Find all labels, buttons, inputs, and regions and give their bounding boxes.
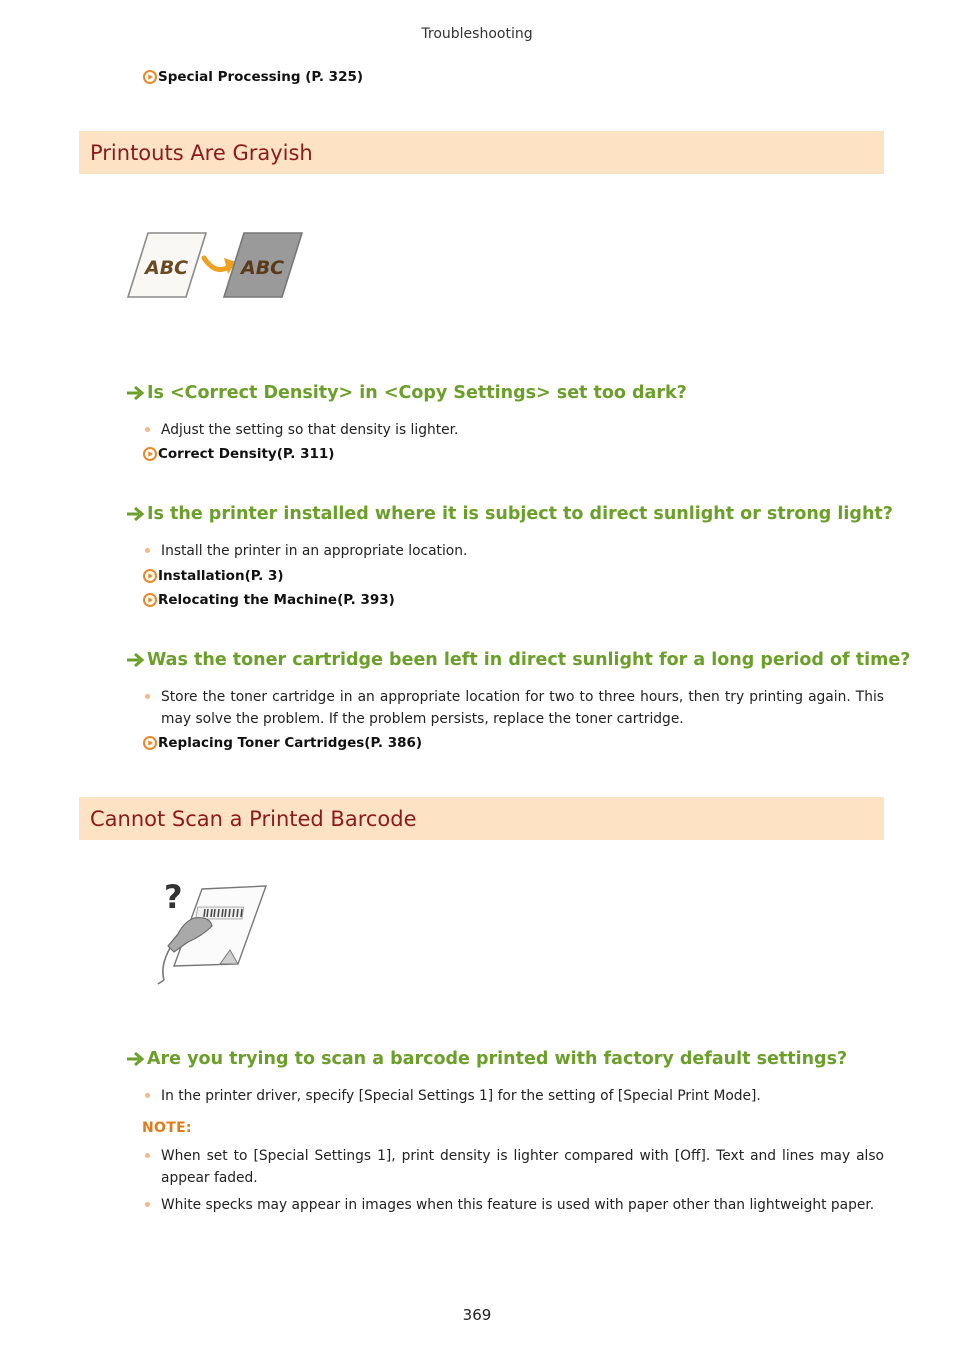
illustration-label-left: ABC — [145, 257, 189, 279]
question-barcode-default-settings — [126, 1049, 847, 1069]
right-arrow-icon — [126, 1051, 145, 1067]
link-label: Replacing Toner Cartridges(P. 386) — [158, 735, 423, 751]
question-toner-sunlight — [126, 650, 910, 670]
link-replacing-toner[interactable] — [143, 735, 422, 751]
circle-play-icon — [143, 736, 157, 750]
barcode-scanner-illustration — [154, 876, 270, 988]
circle-play-icon — [143, 593, 157, 607]
note-label: NOTE: — [142, 1120, 192, 1136]
page-number: 369 — [462, 1306, 492, 1324]
running-header: Troubleshooting — [421, 26, 533, 42]
question-correct-density — [126, 383, 687, 403]
note-bullet-item: When set to [Special Settings 1], print density is lighter compared with [Off]. Text and lines may also appear faded. — [143, 1145, 884, 1189]
section-heading-printouts-grayish — [79, 131, 884, 174]
link-label: Installation(P. 3) — [158, 568, 284, 584]
bullet-item: Install the printer in an appropriate location. — [143, 540, 884, 562]
link-installation[interactable] — [143, 568, 284, 584]
circle-play-icon — [143, 70, 157, 84]
link-label: Relocating the Machine(P. 393) — [158, 592, 395, 608]
circle-play-icon — [143, 447, 157, 461]
question-text: Was the toner cartridge been left in direct sunlight for a long period of time? — [147, 650, 911, 670]
right-arrow-icon — [126, 652, 145, 668]
circle-play-icon — [143, 569, 157, 583]
grayish-printout-illustration — [124, 228, 306, 302]
note-bullet-item: White specks may appear in images when this feature is used with paper other than lightweight paper. — [143, 1194, 884, 1216]
section-title: Printouts Are Grayish — [90, 140, 313, 165]
question-printer-location — [126, 504, 893, 524]
bullet-item: Adjust the setting so that density is lighter. — [143, 419, 884, 441]
right-arrow-icon — [126, 506, 145, 522]
link-relocating-machine[interactable] — [143, 592, 395, 608]
question-text: Are you trying to scan a barcode printed with factory default settings? — [147, 1049, 848, 1069]
link-correct-density[interactable] — [143, 446, 334, 462]
section-title: Cannot Scan a Printed Barcode — [90, 806, 417, 831]
section-heading-cannot-scan-barcode — [79, 797, 884, 840]
illustration-label-right: ABC — [241, 257, 285, 279]
link-label: Special Processing (P. 325) — [158, 69, 364, 85]
barcode-icon — [196, 907, 244, 919]
bullet-item: Store the toner cartridge in an appropriate location for two to three hours, then try printing again. This may solve the problem. If the problem persists, replace the toner cartridge. — [143, 686, 884, 730]
link-special-processing[interactable] — [143, 69, 363, 85]
bullet-item: In the printer driver, specify [Special Settings 1] for the setting of [Special Print Mode]. — [143, 1085, 884, 1107]
question-text: Is the printer installed where it is subject to direct sunlight or strong light? — [147, 504, 893, 524]
link-label: Correct Density(P. 311) — [158, 446, 335, 462]
question-mark: ? — [164, 878, 183, 916]
question-text: Is <Correct Density> in <Copy Settings> set too dark? — [147, 383, 687, 403]
right-arrow-icon — [126, 385, 145, 401]
